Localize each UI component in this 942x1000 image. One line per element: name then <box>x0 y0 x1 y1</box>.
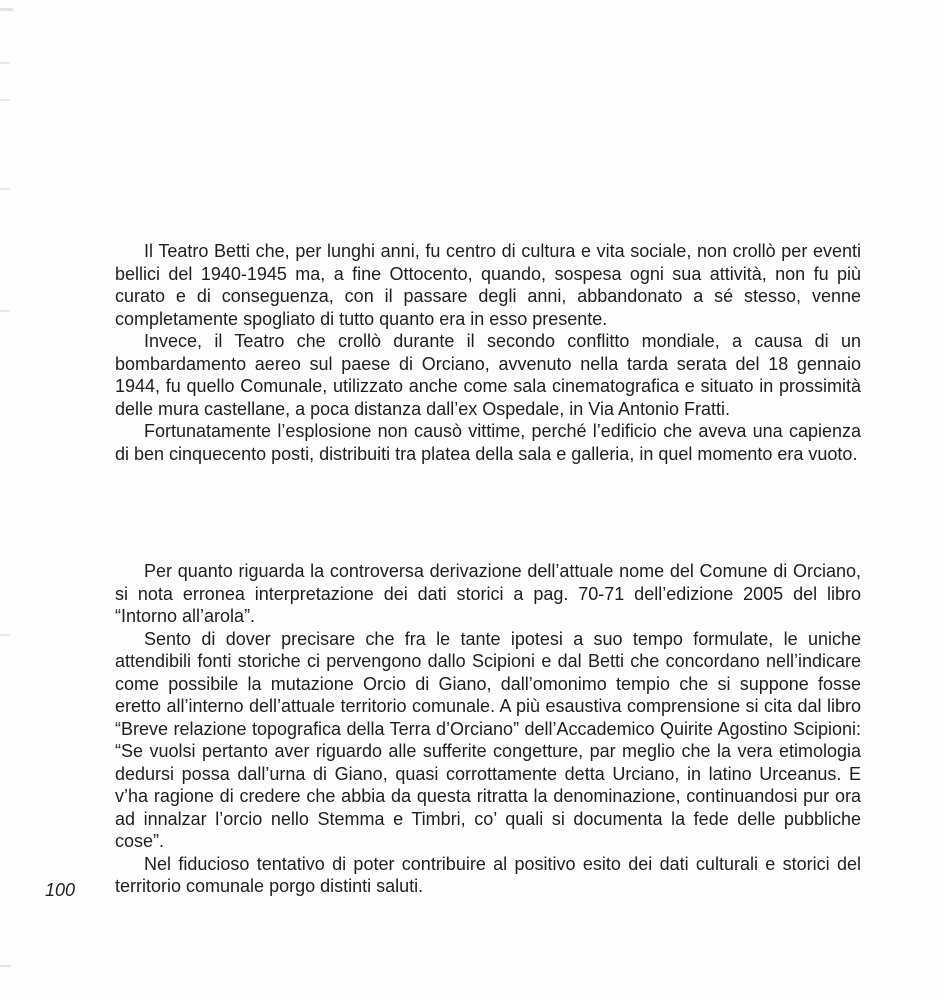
paragraph-fonti-storiche: Sento di dover precisare che fra le tante ipotesi a suo tempo formulate, le uniche attendibili fonti storiche ci pervengono dallo Scipioni e dal Betti che concordano nell’indicare come possibile la mutazione Orcio di Giano, dall’omonimo tempio che si suppone fosse eretto all’interno dell’attuale territorio comunale. A più esaustiva comprensione si cita dal libro “Breve relazione topografica della Terra d’Orciano” dell’Accademico Quirite Agostino Scipioni: “Se vuolsi pertanto aver riguardo alle sufferite congetture, par meglio che la vera etimologia dedursi possa dall’urna di Giano, quasi corrottamente detta Urciano, in latino Urceanus. E v’ha ragione di credere che abbia da questa ritratta la denominazione, continuandosi pur ora ad innalzar l’orcio nello Stemma e Timbri, co’ quali si documenta la fede delle pubbliche cose”. <box>115 628 861 851</box>
scan-artifact-mark <box>0 965 11 967</box>
paragraph-derivazione-nome: Per quanto riguarda la controversa derivazione dell’attuale nome del Comune di Orciano, si nota erronea interpretazione dei dati storici a pag. 70-71 dell’edizione 2005 del libro “Intorno all’arola”. <box>115 561 861 626</box>
scan-artifact-mark <box>0 99 10 101</box>
paragraph-teatro-comunale: Invece, il Teatro che crollò durante il secondo conflitto mondiale, a causa di un bombardamento aereo sul paese di Orciano, avvenuto nella tarda serata del 18 gennaio 1944, fu quello Comunale, utilizzato anche come sala cinematografica e situato in prossimità delle mura castellane, a poca distanza dall’ex Ospedale, in Via Antonio Fratti. <box>115 331 861 419</box>
paragraph-teatro-betti: Il Teatro Betti che, per lunghi anni, fu centro di cultura e vita sociale, non crollò per eventi bellici del 1940-1945 ma, a fine Ottocento, quando, sospesa ogni sua attività, non fu più curato e di conseguenza, con il passare degli anni, abbandonato a sé stesso, venne completamente spogliato di tutto quanto era in esso presente. <box>115 241 861 329</box>
paragraph-saluti: Nel fiducioso tentativo di poter contribuire al positivo esito dei dati culturali e storici del territorio comunale porgo distinti saluti. <box>115 853 861 896</box>
text-section-nome-orciano <box>115 560 861 898</box>
paragraph-esplosione: Fortunatamente l’esplosione non causò vittime, perché l’edificio che aveva una capienza di ben cinquecento posti, distribuiti tra platea della sala e galleria, in quel momento era vuoto. <box>115 421 861 464</box>
text-section-teatro <box>115 240 861 465</box>
scan-artifact-mark <box>0 634 10 636</box>
scan-artifact-mark <box>0 62 10 64</box>
scan-artifact-mark <box>0 310 10 312</box>
page-number: 100 <box>45 880 76 900</box>
scan-artifact-mark <box>0 8 13 11</box>
scan-artifact-mark <box>0 188 10 190</box>
